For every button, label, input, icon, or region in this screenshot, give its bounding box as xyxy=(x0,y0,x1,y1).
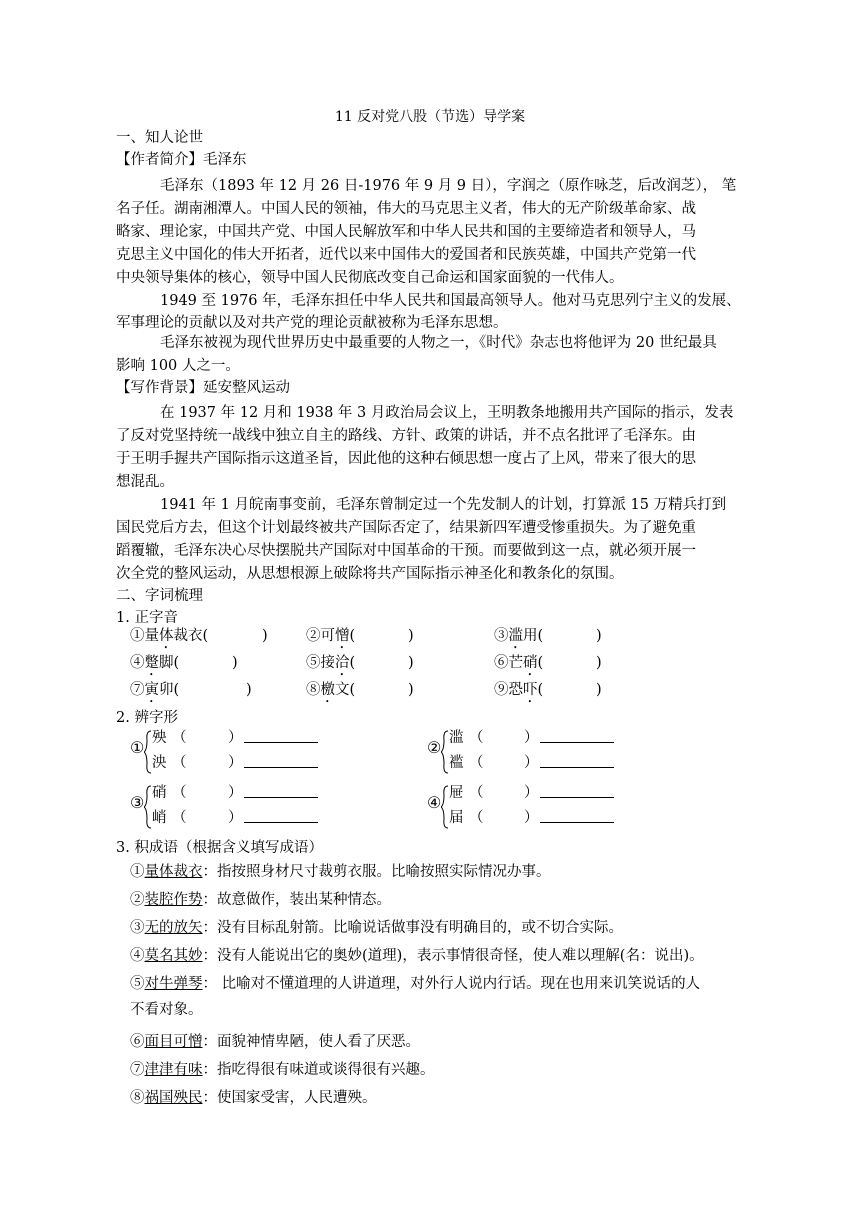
bio-line: 名子任。湖南湘潭人。中国人民的领袖，伟大的马克思主义者，伟大的无产阶级革命家、战 xyxy=(116,201,696,217)
bio-line: 略家、理论家，中国共产党、中国人民解放军和中华人民共和国的主要缔造者和领导人，马 xyxy=(116,224,696,240)
form-char: 峭 xyxy=(152,810,167,826)
background-line: 想混乱。 xyxy=(116,474,174,490)
idiom-continuation: 不看对象。 xyxy=(130,1002,203,1018)
answer-blank[interactable] xyxy=(540,783,614,804)
background-name: 延安整风运动 xyxy=(203,380,290,396)
form-char: 殃 xyxy=(152,730,167,746)
bio-line: 军事理论的贡献以及对共产党的理论贡献被称为毛泽东思想。 xyxy=(116,315,508,331)
pron-item: ⑦寅卯( xyxy=(130,682,180,698)
form-char: 届 xyxy=(449,810,464,826)
brace-icon xyxy=(144,785,152,829)
idiom-item: ⑧祸国殃民：使国家受害，人民遭殃。 xyxy=(130,1090,377,1106)
bio-line: 影响 100 人之一。 xyxy=(116,358,240,374)
answer-blank[interactable] xyxy=(540,808,614,829)
idiom-item: ②装腔作势：故意做作，装出某种情态。 xyxy=(130,892,391,908)
page-title: 11 反对党八股（节选）导学案 xyxy=(334,109,526,125)
answer-blank[interactable] xyxy=(540,753,614,774)
idiom-word: 莫名其妙 xyxy=(144,948,203,964)
idiom-word: 无的放矢 xyxy=(144,920,203,936)
paren-open: （ xyxy=(469,785,484,801)
bio-line: 毛泽东（1893 年 12 月 26 日-1976 年 9 月 9 日），字润之（原作咏芝，后改润芝）， 笔 xyxy=(160,178,737,194)
paren-open: （ xyxy=(172,810,187,826)
answer-blank[interactable] xyxy=(244,783,318,804)
paren-open: （ xyxy=(469,810,484,826)
idiom-item: ⑦津津有味：指吃得很有味道或谈得很有兴趣。 xyxy=(130,1062,435,1078)
brace-icon xyxy=(441,785,449,829)
paren-close: ） xyxy=(228,810,243,826)
idiom-word: 祸国殃民 xyxy=(144,1090,203,1106)
background-line: 了反对党坚持统一战线中独立自主的路线、方针、政策的讲话，并不点名批评了毛泽东。由 xyxy=(116,428,696,444)
form-number: ② xyxy=(427,738,442,757)
pron-close: ) xyxy=(246,682,252,698)
answer-blank[interactable] xyxy=(244,808,318,829)
paren-close: ） xyxy=(524,755,539,771)
pron-close: ) xyxy=(596,682,602,698)
paren-open: （ xyxy=(469,730,484,746)
bio-line: 中央领导集体的核心，领导中国人民彻底改变自己命运和国家面貌的一代伟人。 xyxy=(116,270,624,286)
paren-close: ） xyxy=(524,785,539,801)
pron-item: ⑤接洽( xyxy=(306,655,356,671)
background-line: 蹈覆辙，毛泽东决心尽快摆脱共产国际对中国革命的干预。而要做到这一点，就必须开展一 xyxy=(116,543,696,559)
brace-icon xyxy=(441,730,449,774)
paren-open: （ xyxy=(469,755,484,771)
form-char: 褴 xyxy=(449,755,464,771)
idiom-word: 面目可憎 xyxy=(144,1034,203,1050)
paren-close: ） xyxy=(524,730,539,746)
paren-close: ） xyxy=(228,730,243,746)
paren-open: （ xyxy=(172,785,187,801)
answer-blank[interactable] xyxy=(244,753,318,774)
pron-item: ②可憎( xyxy=(306,628,356,644)
paren-open: （ xyxy=(172,755,187,771)
form-char: 屉 xyxy=(449,785,464,801)
section-heading-1: 一、知人论世 xyxy=(116,130,203,146)
background-line: 1941 年 1 月皖南事变前，毛泽东曾制定过一个先发制人的计划，打算派 15 万精兵打到 xyxy=(160,497,727,513)
section-heading-2: 二、字词梳理 xyxy=(116,588,203,604)
bio-line: 1949 至 1976 年，毛泽东担任中华人民共和国最高领导人。他对马克思列宁主义的发展、 xyxy=(160,293,741,309)
idiom-word: 装腔作势 xyxy=(144,892,203,908)
pron-close: ) xyxy=(408,682,414,698)
pron-item: ④蹩脚( xyxy=(130,655,180,671)
pron-close: ) xyxy=(596,655,602,671)
pron-item: ⑧檄文( xyxy=(306,682,356,698)
background-line: 于王明手握共产国际指示这道圣旨，因此他的这种右倾思想一度占了上风，带来了很大的思 xyxy=(116,451,696,467)
pron-close: ) xyxy=(596,628,602,644)
answer-blank[interactable] xyxy=(244,728,318,749)
form-number: ③ xyxy=(130,793,145,812)
pron-close: ) xyxy=(262,628,268,644)
bio-line: 克思主义中国化的伟大开拓者，近代以来中国伟大的爱国者和民族英雄，中国共产党第一代 xyxy=(116,247,696,263)
answer-blank[interactable] xyxy=(540,728,614,749)
question-heading-3: 3. 积成语（根据含义填写成语） xyxy=(116,840,323,856)
background-tag: 【写作背景】 xyxy=(116,380,203,396)
author-tag: 【作者简介】 xyxy=(116,152,203,168)
paren-open: （ xyxy=(172,730,187,746)
pron-close: ) xyxy=(232,655,238,671)
question-heading-1: 1. 正字音 xyxy=(116,610,178,626)
pron-close: ) xyxy=(408,628,414,644)
idiom-word: 量体裁衣 xyxy=(144,864,203,880)
idiom-item: ①量体裁衣：指按照身材尺寸裁剪衣服。比喻按照实际情况办事。 xyxy=(130,864,551,880)
pron-item: ⑥芒硝( xyxy=(494,655,544,671)
pron-item: ③滥用( xyxy=(494,628,544,644)
background-line: 次全党的整风运动，从思想根源上破除将共产国际指示神圣化和教条化的氛围。 xyxy=(116,566,624,582)
form-number: ④ xyxy=(427,793,442,812)
idiom-item: ③无的放矢：没有目标乱射箭。比喻说话做事没有明确目的，或不切合实际。 xyxy=(130,920,623,936)
brace-icon xyxy=(144,730,152,774)
pron-item: ①量体裁衣( xyxy=(130,628,209,644)
idiom-item: ⑤对牛弹琴： 比喻对不懂道理的人讲道理，对外行人说内行话。现在也用来讥笑说话的人 xyxy=(130,976,701,992)
idiom-item: ④莫名其妙：没有人能说出它的奥妙(道理)，表示事情很奇怪，使人难以理解(名：说出)。 xyxy=(130,948,704,964)
question-heading-2: 2. 辨字形 xyxy=(116,710,178,726)
bio-line: 毛泽东被视为现代世界历史中最重要的人物之一，《时代》杂志也将他评为 20 世纪最具 xyxy=(160,335,717,351)
idiom-word: 津津有味 xyxy=(144,1062,203,1078)
author-name: 毛泽东 xyxy=(203,152,247,168)
form-char: 滥 xyxy=(449,730,464,746)
form-number: ① xyxy=(130,738,145,757)
form-char: 硝 xyxy=(152,785,167,801)
background-line: 在 1937 年 12 月和 1938 年 3 月政治局会议上，王明教条地搬用共产国际的指示，发表 xyxy=(160,405,734,421)
paren-close: ） xyxy=(524,810,539,826)
background-line: 国民党后方去，但这个计划最终被共产国际否定了，结果新四军遭受惨重损失。为了避免重 xyxy=(116,520,696,536)
paren-close: ） xyxy=(228,785,243,801)
paren-close: ） xyxy=(228,755,243,771)
pron-item: ⑨恐吓( xyxy=(494,682,544,698)
pron-close: ) xyxy=(408,655,414,671)
idiom-word: 对牛弹琴 xyxy=(144,976,203,992)
background-heading xyxy=(116,378,290,398)
idiom-item: ⑥面目可憎：面貌神情卑陋，使人看了厌恶。 xyxy=(130,1034,420,1050)
form-char: 泱 xyxy=(152,755,167,771)
author-intro-heading xyxy=(116,150,247,170)
